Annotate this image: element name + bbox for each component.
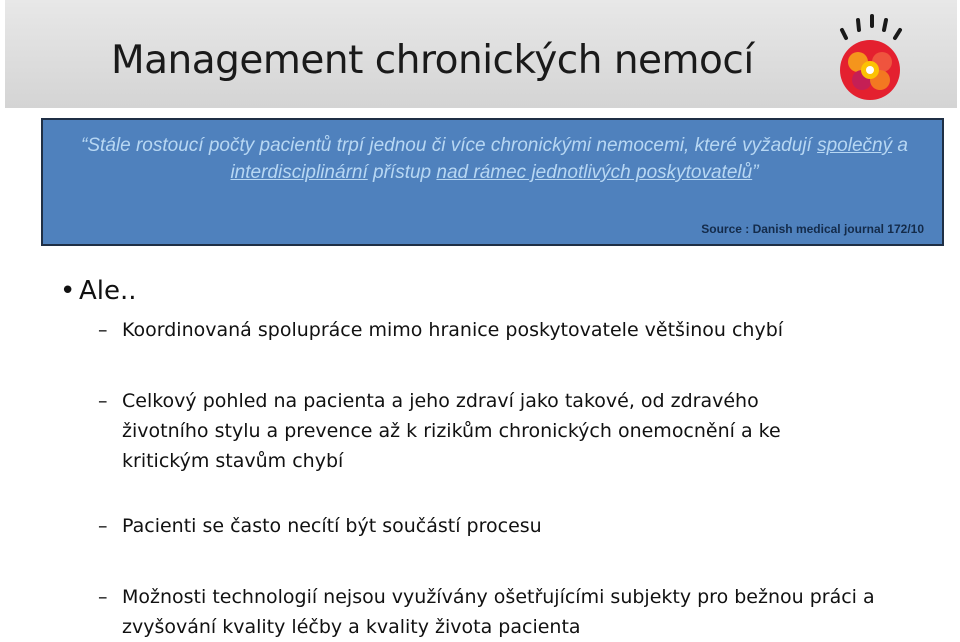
sub-bullet-text: Koordinovaná spolupráce mimo hranice poskytovatele většinou chybí (122, 319, 784, 341)
bullet-icon: • (60, 276, 76, 306)
dash-icon: – (98, 586, 108, 608)
bullet-ale (60, 276, 137, 306)
dash-icon: – (98, 319, 108, 341)
quote-part: přístup (367, 162, 437, 183)
sub-bullet-text: Možnosti technologií nejsou využívány ošetřujícími subjekty pro bežnou práci a zvyšování kvality léčby a kvality života pacienta (122, 586, 875, 638)
quote-part: ” (752, 162, 759, 183)
bullet-text: Ale.. (79, 276, 137, 306)
dash-icon: – (98, 390, 108, 412)
quote-text: “Stále rostoucí počty pacientů trpí jednou či více chronickými nemocemi, které vyžadují společný a interdisciplinární přístup nad rámec jednotlivých poskytovatelů” (81, 135, 908, 183)
slide-title: Management chronických nemocí (111, 38, 754, 83)
quote-part: Stále rostoucí počty pacientů trpí jednou či více chronickými nemocemi, které vyžadují (87, 135, 818, 156)
sub-bullet-text: Celkový pohled na pacienta a jeho zdraví jako takové, od zdravého životního stylu a prevence až k rizikům chronických onemocnění a ke kritickým stavům chybí (122, 390, 781, 472)
source-citation: Source : Danish medical journal 172/10 (701, 222, 924, 236)
quote-part-underlined: interdisciplinární (230, 162, 368, 183)
sub-bullet-text: Pacienti se často necítí být součástí procesu (122, 515, 542, 537)
quote-box (41, 118, 944, 246)
quote-part: a (892, 135, 908, 156)
dash-icon: – (98, 515, 108, 537)
ibm-smarter-planet-logo-icon (820, 8, 920, 108)
quote-part-underlined: nad rámec jednotlivých poskytovatelů (436, 162, 753, 183)
quote-part-underlined: společný (817, 135, 893, 156)
